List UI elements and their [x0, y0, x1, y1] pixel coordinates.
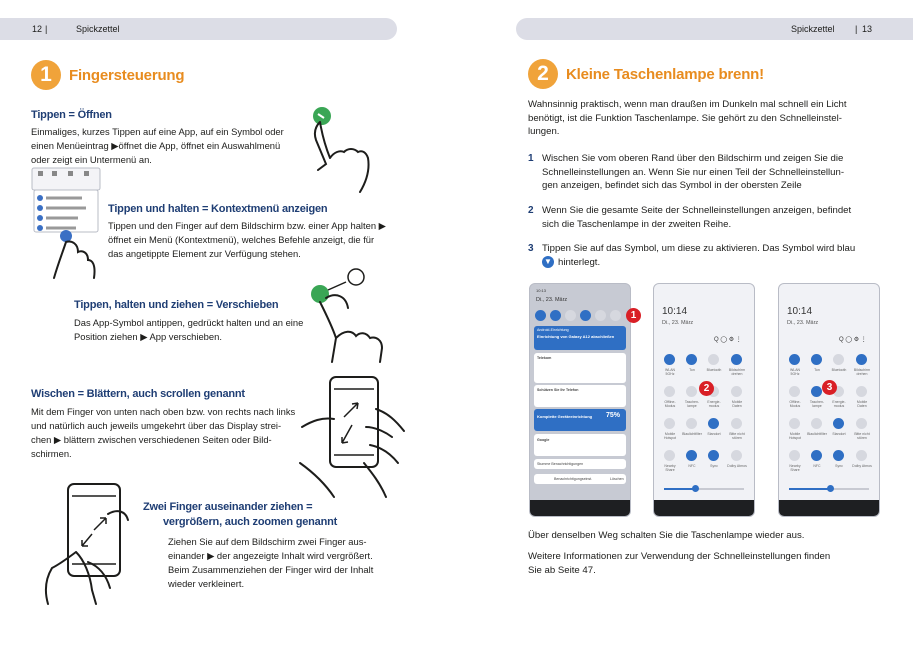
- heading-swipe: Wischen = Blättern, auch scrollen genannt: [31, 388, 245, 400]
- hand-drag-illustration: [308, 268, 398, 364]
- heading-drag: Tippen, halten und ziehen = Verschieben: [74, 299, 279, 311]
- hand-tap-illustration: [300, 104, 380, 194]
- heading-tap: Tippen = Öffnen: [31, 109, 112, 121]
- step-marker-3: 3: [822, 380, 837, 395]
- page-number: 12: [32, 24, 43, 34]
- step-2-text: Wenn Sie die gesamte Seite der Schnelleinstellungen anzeigen, befindet sich die Taschenlampe in der zweiten Reihe.: [542, 205, 852, 230]
- phone-screenshot-3: 10:14 Di., 23. März Q ◯ ⚙ ⋮ WLAN 5GHz Ton Bluetooth Bildschirm drehen Offline-Modus Taschen-lampe Energie-modus Mobile Daten Mobile Hotspot Blaulichtfilter Standort Bitte nicht stören Nearby Share NFC Sync Dolby Atmos: [778, 283, 880, 517]
- text-drag: Das App-Symbol antippen, gedrückt halten und an eine Position ziehen ▶ App verschieben.: [74, 317, 304, 342]
- heading-pinch-2: vergrößern, auch zoomen genannt: [163, 516, 338, 528]
- step-marker-2: 2: [699, 381, 714, 396]
- page-header-left: 12 | Spickzettel: [0, 18, 397, 40]
- section-badge: 1: [31, 60, 61, 90]
- step-1-text: Wischen Sie vom oberen Rand über den Bildschirm und zeigen Sie die Schnelleinstellungen an. Wenn Sie nur einen Teil der Schnelleinstellun- gen anzeigen, befindet sich das Symbol in der obersten Zeile: [542, 153, 845, 191]
- swipe-phone-illustration: [300, 373, 405, 498]
- step-number: 1: [528, 153, 534, 164]
- pinch-zoom-illustration: [38, 478, 138, 608]
- left-page: [0, 0, 456, 648]
- outro-text-2: Weitere Informationen zur Verwendung der Schnelleinstellungen finden Sie ab Seite 47.: [528, 551, 831, 576]
- header-title: Spickzettel: [791, 24, 835, 34]
- step-number: 2: [528, 205, 534, 216]
- text-tap: Einmaliges, kurzes Tippen auf eine App, auf ein Symbol oder einen Menüeintrag ▶öffnet die App, öffnet ein Auswahlmenü oder zeigt ein Untermenü an.: [31, 126, 284, 165]
- flashlight-icon: ▼: [542, 256, 554, 268]
- text-pinch: Ziehen Sie auf dem Bildschirm zwei Finger aus- einander ▶ der angezeigte Inhalt wird vergrößert. Beim Zusammenziehen der Finger wird der Inhalt wieder verkleinert.: [168, 536, 374, 589]
- context-menu-illustration: [32, 168, 102, 288]
- heading-hold: Tippen und halten = Kontextmenü anzeigen: [108, 203, 328, 215]
- page-number: 13: [862, 24, 873, 34]
- step-marker-1: 1: [626, 308, 641, 323]
- section-badge: 2: [528, 59, 558, 89]
- heading-pinch-1: Zwei Finger auseinander ziehen =: [143, 501, 313, 513]
- step-3-text: Tippen Sie auf das Symbol, um diese zu aktivieren. Das Symbol wird blau hinterlegt.: [542, 243, 856, 268]
- phone-screenshot-1: 10:13 Di., 23. März Android-Einrichtung Einrichtung von Galaxy A12 abschließen Telekom Schützen Sie Ihr Telefon Komplette Geräteeinrichtung 75% Google Stumme Benachrichtigungen Benachrichtigungseinst. Löschen: [529, 283, 631, 517]
- text-hold: Tippen und den Finger auf dem Bildschirm bzw. einer App halten ▶ öffnet ein Menü (Kontextmenü), welches Befehle anzeigt, die für das angetippte Element zur Verfügung stehen.: [108, 220, 386, 259]
- header-title: Spickzettel: [76, 24, 120, 34]
- section-title: Kleine Taschenlampe brenn!: [566, 66, 764, 83]
- phone-screenshot-2: 10:14 Di., 23. März Q ◯ ⚙ ⋮ WLAN 5GHz Ton Bluetooth Bildschirm drehen Offline-Modus Taschen-lampe Energie-modus Mobile Daten Mobile Hotspot Blaulichtfilter Standort Bitte nicht stören Nearby Share NFC Sync Dolby Atmos: [653, 283, 755, 517]
- section-title: Fingersteuerung: [69, 67, 185, 84]
- outro-text-1: Über denselben Weg schalten Sie die Taschenlampe wieder aus.: [528, 530, 805, 541]
- step-number: 3: [528, 243, 534, 254]
- right-page: [456, 0, 913, 648]
- intro-text: Wahnsinnig praktisch, wenn man draußen im Dunkeln mal schnell ein Licht benötigt, ist die Funktion Taschenlampe. Sie gehört zu den Schnelleinstel- lungen.: [528, 99, 847, 137]
- text-swipe: Mit dem Finger von unten nach oben bzw. von rechts nach links und natürlich auch jeweils umgekehrt über das Display strei- chen ▶ blättern zwischen verschiedenen Seiten oder Bild- schirmen.: [31, 406, 296, 459]
- page-header-right: Spickzettel | 13: [516, 18, 913, 40]
